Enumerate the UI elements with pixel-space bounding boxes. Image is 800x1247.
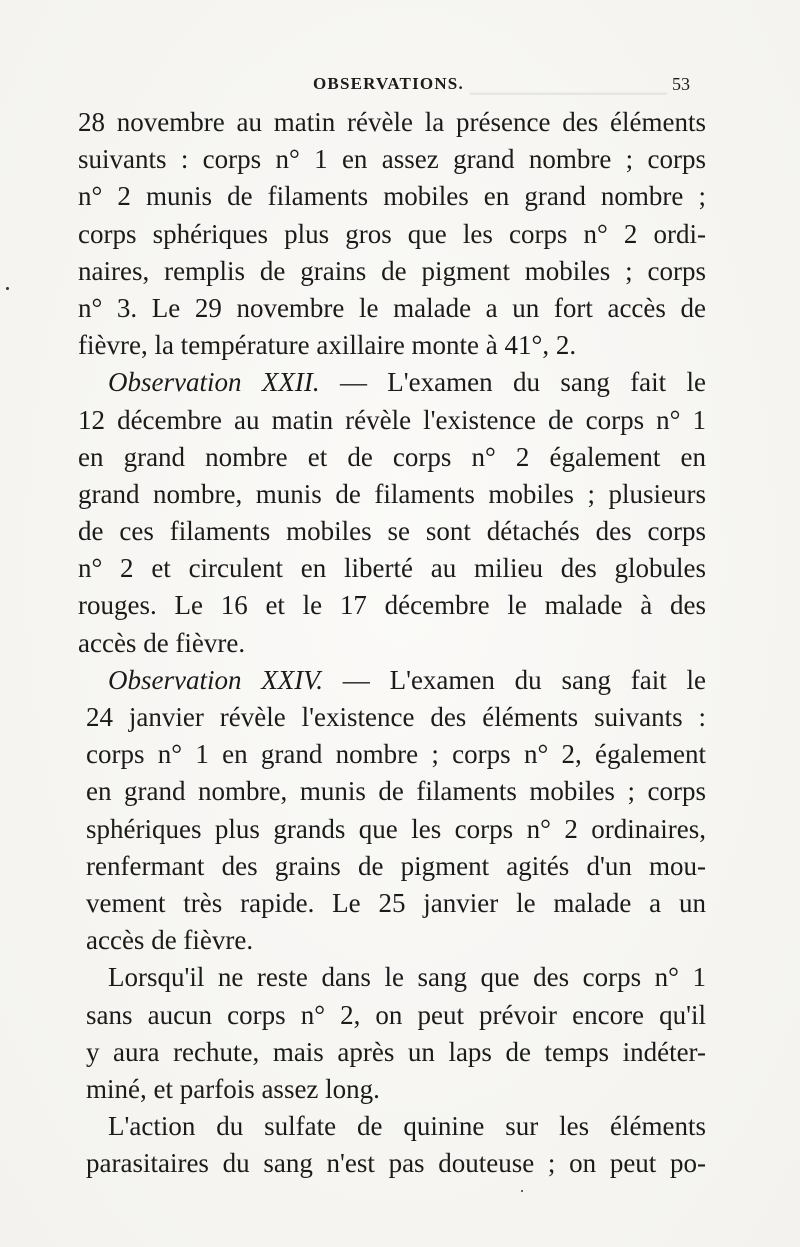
text-line: sans aucun corps n° 2, on peut prévoir encore qu'il — [86, 999, 706, 1030]
running-title: OBSERVATIONS. — [313, 74, 464, 93]
text-line: n° 2 munis de filaments mobiles en grand nombre ; — [78, 181, 706, 212]
show-through-mark: ▁▁▁▁▁▁▁▁▁▁▁▁▁▁▁▁ — [470, 78, 667, 95]
text-line: 28 novembre au matin révèle la présence des éléments — [78, 107, 706, 137]
observation-title: Observation XXII. — [108, 367, 320, 398]
text-line: parasitaires du sang n'est pas douteuse ; on peut po- — [86, 1148, 706, 1179]
text-line: vement très rapide. Le 25 janvier le malade a un — [86, 887, 706, 918]
text-line: 24 janvier révèle l'existence des éléments suivants : — [86, 702, 706, 732]
running-head — [0, 74, 800, 98]
text-line: en grand nombre, munis de filaments mobiles ; corps — [86, 776, 706, 807]
observation-title: Observation XXIV. — [108, 664, 324, 695]
text-line: y aura rechute, mais après un laps de temps indéter- — [86, 1036, 706, 1067]
text-line: miné, et parfois assez long. — [86, 1073, 380, 1104]
text-line: renfermant des grains de pigment agités d'un mou- — [86, 850, 706, 881]
text-line: suivants : corps n° 1 en assez grand nombre ; corps — [78, 144, 706, 175]
body-text — [78, 104, 706, 1182]
text-line: n° 3. Le 29 novembre le malade a un fort accès de — [78, 292, 706, 323]
text-line: naires, remplis de grains de pigment mobiles ; corps — [78, 255, 706, 286]
text-line: rouges. Le 16 et le 17 décembre le malade à des — [78, 590, 706, 621]
text-line: corps sphériques plus gros que les corps n° 2 ordi- — [78, 218, 706, 249]
observation-heading-line: Observation XXIV. — L'examen du sang fait le — [108, 664, 706, 695]
page-number: 53 — [672, 74, 690, 94]
text-line: en grand nombre et de corps n° 2 également en — [78, 441, 706, 472]
margin-speck — [521, 1190, 523, 1192]
paragraph-start-line: L'action du sulfate de quinine sur les éléments — [108, 1111, 706, 1142]
margin-speck — [6, 287, 9, 290]
text-line: 12 décembre au matin révèle l'existence de corps n° 1 — [78, 404, 706, 435]
paragraph-start-line: Lorsqu'il ne reste dans le sang que des corps n° 1 — [108, 962, 706, 993]
text-line: accès de fièvre. — [78, 627, 246, 658]
observation-heading-line: Observation XXII. — L'examen du sang fait le — [108, 367, 707, 398]
text-line: grand nombre, munis de filaments mobiles ; plusieurs — [78, 478, 706, 509]
text-line: sphériques plus grands que les corps n° 2 ordinaires, — [86, 813, 706, 844]
text-line: accès de fièvre. — [86, 925, 254, 956]
text-line: fièvre, la température axillaire monte à 41°, 2. — [78, 330, 577, 361]
text-line: de ces filaments mobiles se sont détachés des corps — [78, 516, 706, 547]
text-line: n° 2 et circulent en liberté au milieu des globules — [78, 553, 706, 584]
text-line: corps n° 1 en grand nombre ; corps n° 2, également — [86, 739, 706, 770]
